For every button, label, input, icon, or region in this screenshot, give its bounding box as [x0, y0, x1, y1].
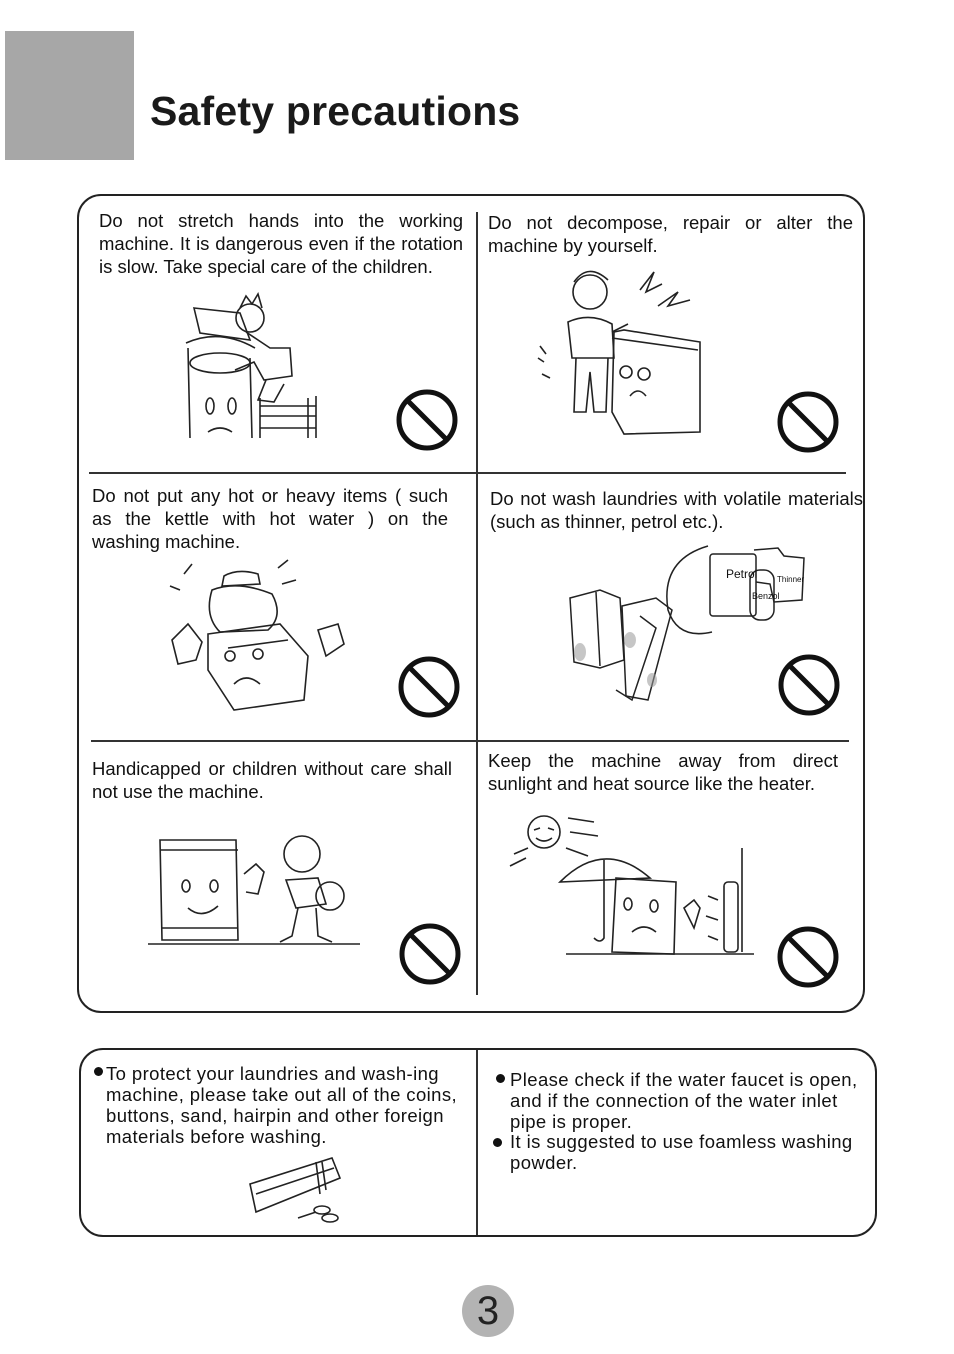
precaution-no-hot-items: Do not put any hot or heavy items ( such as the kettle with hot water ) on the washing machine.	[92, 485, 448, 552]
panel-divider-row-1	[89, 472, 846, 474]
bullet	[493, 1138, 502, 1147]
thinner-label: Thinner	[777, 575, 805, 584]
bullet	[496, 1074, 505, 1083]
clothes-and-solvents-illustration	[560, 540, 810, 710]
child-near-washer-illustration	[148, 832, 362, 948]
precaution-away-from-sun: Keep the machine away from direct sunlight and heat source like the heater.	[488, 750, 838, 794]
petrol-label: Petrol	[726, 567, 758, 581]
benzol-label: Benzol	[752, 591, 780, 601]
bullet	[94, 1067, 103, 1076]
precaution-supervision: Handicapped or children without care shall not use the machine.	[92, 758, 452, 802]
note-foamless-powder: It is suggested to use foamless washing powder.	[510, 1131, 853, 1173]
page-number: 3	[476, 1289, 500, 1333]
page-title: Safety precautions	[150, 88, 521, 134]
prohibition-icon	[776, 925, 840, 989]
panel-divider-vertical	[476, 212, 478, 995]
notes-divider	[476, 1050, 478, 1235]
man-disassembling-washer-illustration	[528, 262, 703, 442]
header-gray-block	[5, 31, 134, 160]
prohibition-icon	[395, 388, 459, 452]
kettle-on-washer-illustration	[168, 560, 348, 712]
note-check-faucet: Please check if the water faucet is open, and if the connection of the water inlet pipe is proper.	[510, 1069, 858, 1132]
pocket-with-coins-illustration	[246, 1154, 346, 1226]
prohibition-icon	[398, 922, 462, 986]
prohibition-icon	[777, 653, 841, 717]
precaution-stretch-hands: Do not stretch hands into the working machine. It is dangerous even if the rotation is slow. Take special care of the children.	[99, 210, 463, 277]
panel-divider-row-2	[91, 740, 849, 742]
precaution-no-volatile: Do not wash laundries with volatile materials (such as thinner, petrol etc.).	[490, 488, 863, 532]
washer-in-sun-illustration	[508, 812, 753, 958]
precaution-do-not-repair: Do not decompose, repair or alter the machine by yourself.	[488, 212, 853, 256]
note-remove-foreign-objects: To protect your laundries and wash-ing machine, please take out all of the coins, buttons, sand, hairpin and other foreign materials before washing.	[106, 1063, 458, 1147]
prohibition-icon	[397, 655, 461, 719]
prohibition-icon	[776, 390, 840, 454]
child-reaching-into-washer-illustration	[180, 288, 325, 443]
